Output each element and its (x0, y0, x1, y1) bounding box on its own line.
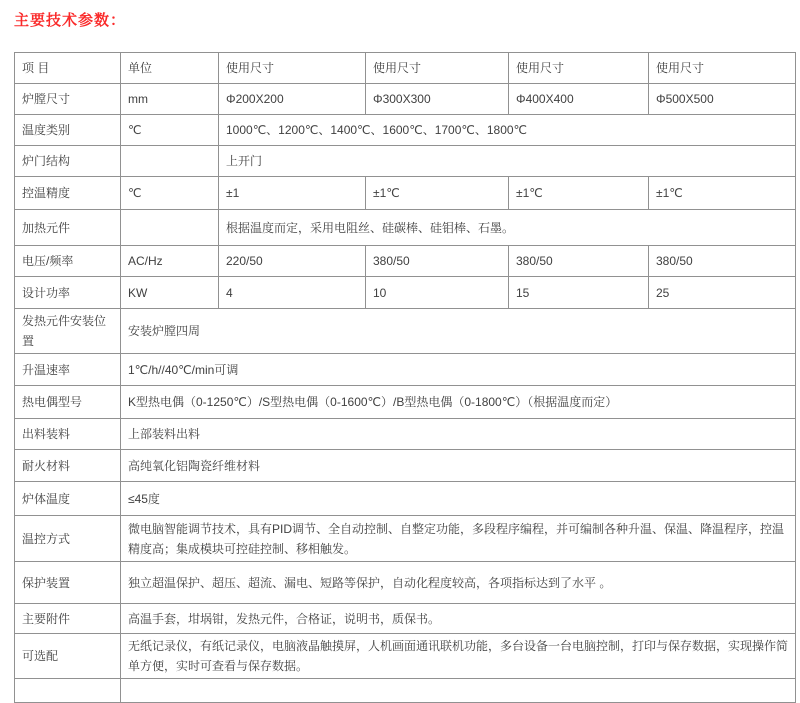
value-cell: 上部装料出料 (121, 419, 796, 450)
row-label-cell: 设计功率 (15, 277, 121, 309)
table-row (15, 450, 796, 482)
row-label-cell: 电压/频率 (15, 246, 121, 277)
value-cell (121, 146, 219, 177)
value-cell: ±1℃ (366, 177, 509, 210)
value-cell: 25 (649, 277, 796, 309)
value-cell: Φ200X200 (219, 84, 366, 115)
row-label-cell: 温控方式 (15, 516, 121, 562)
value-cell: 高温手套，坩埚钳，发热元件，合格证，说明书，质保书。 (121, 604, 796, 634)
value-cell: Φ400X400 (509, 84, 649, 115)
row-label-cell: 可选配 (15, 634, 121, 679)
value-cell: 独立超温保护、超压、超流、漏电、短路等保护，自动化程度较高，各项指标达到了水平 。 (121, 562, 796, 604)
value-cell: 高纯氧化铝陶瓷纤维材料 (121, 450, 796, 482)
table-row (15, 84, 796, 115)
value-cell: ±1 (219, 177, 366, 210)
value-cell: Φ500X500 (649, 84, 796, 115)
value-cell: KW (121, 277, 219, 309)
table-row (15, 177, 796, 210)
value-cell (121, 210, 219, 246)
value-cell: ℃ (121, 115, 219, 146)
value-cell: 220/50 (219, 246, 366, 277)
row-label-cell: 控温精度 (15, 177, 121, 210)
table-row (15, 354, 796, 386)
row-label-cell: 热电偶型号 (15, 386, 121, 419)
table-row (15, 482, 796, 516)
header-cell: 使用尺寸 (509, 53, 649, 84)
row-label-cell: 炉门结构 (15, 146, 121, 177)
table-row (15, 419, 796, 450)
value-cell: 无纸记录仪，有纸记录仪，电脑液晶触摸屏，人机画面通讯联机功能，多台设备一台电脑控制，打印与保存数据，实现操作简单方便，实时可查看与保存数据。 (121, 634, 796, 679)
value-cell: 15 (509, 277, 649, 309)
specs-table-body (15, 53, 796, 703)
row-label-cell: 主要附件 (15, 604, 121, 634)
table-row (15, 562, 796, 604)
value-cell: AC/Hz (121, 246, 219, 277)
header-cell: 项 目 (15, 53, 121, 84)
row-label-cell: 炉体温度 (15, 482, 121, 516)
table-row (15, 516, 796, 562)
row-label-cell: 保护装置 (15, 562, 121, 604)
value-cell: 380/50 (509, 246, 649, 277)
header-cell: 使用尺寸 (366, 53, 509, 84)
page-title: 主要技术参数： (14, 12, 127, 29)
row-label-cell: 加热元件 (15, 210, 121, 246)
row-label-cell (15, 679, 121, 703)
value-cell: 4 (219, 277, 366, 309)
table-row (15, 634, 796, 679)
header-cell: 单位 (121, 53, 219, 84)
value-cell: 上开门 (219, 146, 796, 177)
table-row (15, 246, 796, 277)
table-row (15, 210, 796, 246)
header-cell: 使用尺寸 (219, 53, 366, 84)
row-label-cell: 出料装料 (15, 419, 121, 450)
header-cell: 使用尺寸 (649, 53, 796, 84)
value-cell: 380/50 (366, 246, 509, 277)
value-cell: 1℃/h//40℃/min可调 (121, 354, 796, 386)
value-cell: 安装炉膛四周 (121, 309, 796, 354)
value-cell: 380/50 (649, 246, 796, 277)
table-row (15, 679, 796, 703)
value-cell: ±1℃ (649, 177, 796, 210)
value-cell: 10 (366, 277, 509, 309)
row-label-cell: 炉膛尺寸 (15, 84, 121, 115)
row-label-cell: 升温速率 (15, 354, 121, 386)
value-cell: K型热电偶（0-1250℃）/S型热电偶（0-1600℃）/B型热电偶（0-1800℃）（根据温度而定） (121, 386, 796, 419)
specs-table (14, 52, 796, 703)
table-row (15, 146, 796, 177)
table-row (15, 386, 796, 419)
value-cell: 1000℃、1200℃、1400℃、1600℃、1700℃、1800℃ (219, 115, 796, 146)
table-row (15, 604, 796, 634)
value-cell: ≤45度 (121, 482, 796, 516)
value-cell: 微电脑智能调节技术，具有PID调节、全自动控制、自整定功能，多段程序编程，并可编制各种升温、保温、降温程序，控温精度高；集成模块可控硅控制、移相触发。 (121, 516, 796, 562)
value-cell: ±1℃ (509, 177, 649, 210)
value-cell: ℃ (121, 177, 219, 210)
table-row (15, 115, 796, 146)
value-cell: mm (121, 84, 219, 115)
table-row (15, 53, 796, 84)
value-cell: 根据温度而定，采用电阻丝、硅碳棒、硅钼棒、石墨。 (219, 210, 796, 246)
table-row (15, 309, 796, 354)
row-label-cell: 耐火材料 (15, 450, 121, 482)
row-label-cell: 发热元件安装位置 (15, 309, 121, 354)
table-row (15, 277, 796, 309)
value-cell (121, 679, 796, 703)
value-cell: Φ300X300 (366, 84, 509, 115)
row-label-cell: 温度类别 (15, 115, 121, 146)
